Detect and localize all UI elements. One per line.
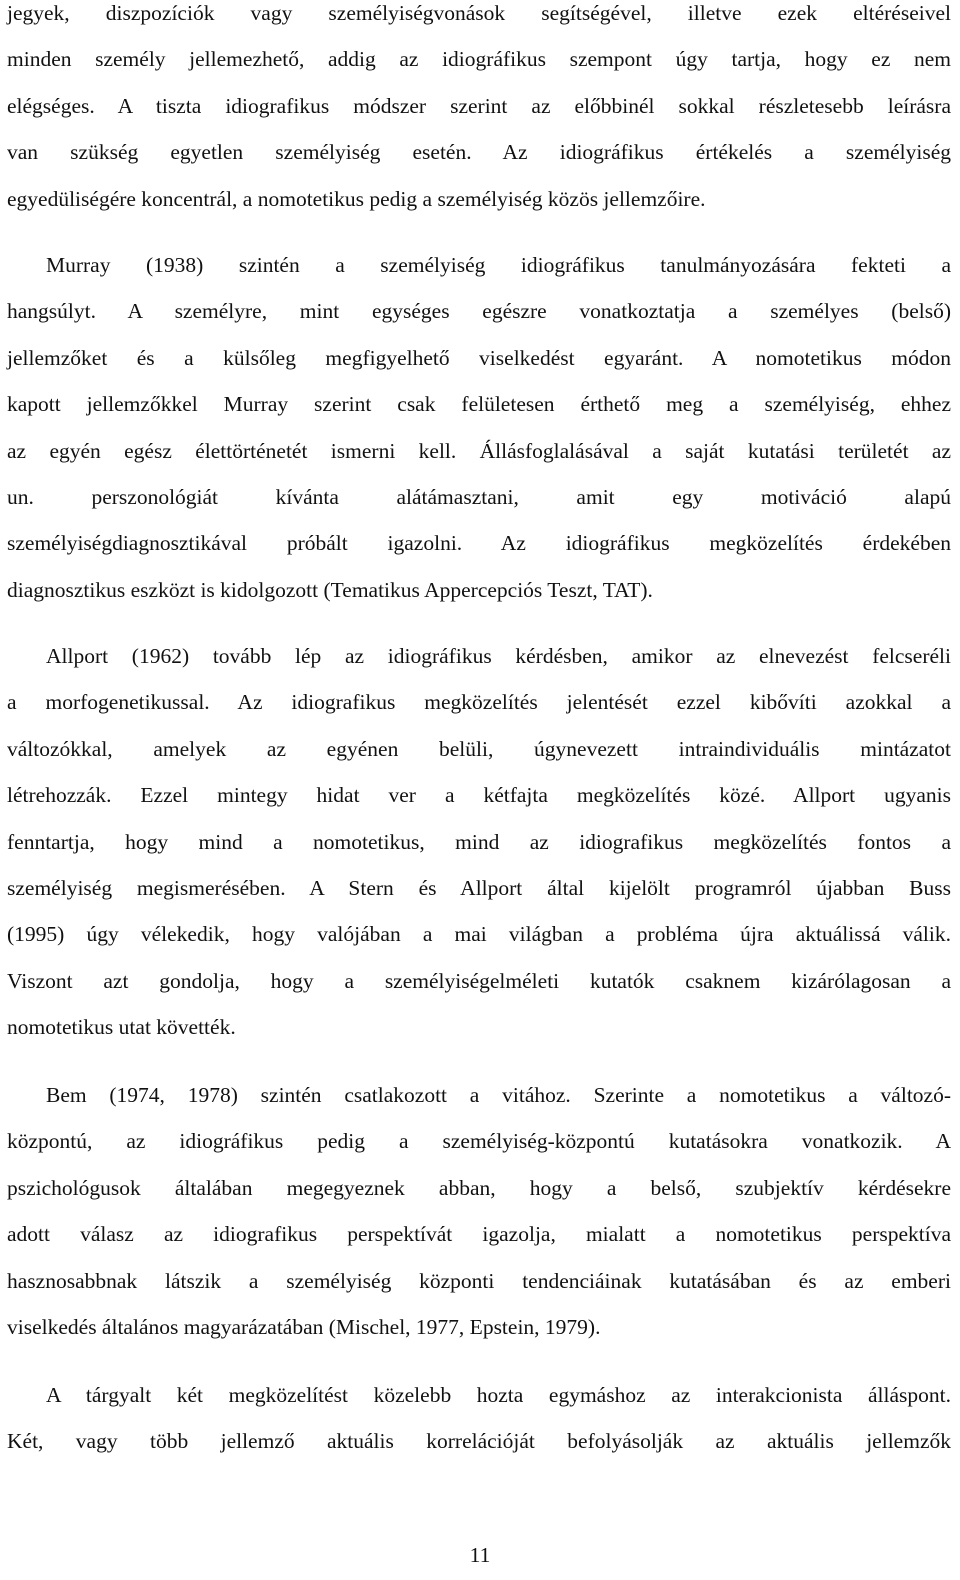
text-line: Allport (1962) tovább lép az idiográfikus kérdésben, amikor az elnevezést felcseréli xyxy=(46,644,951,668)
text-line: viselkedés általános magyarázatában (Mischel, 1977, Epstein, 1979). xyxy=(7,1315,601,1340)
text-line: A tárgyalt két megközelítést közelebb hozta egymáshoz az interakcionista álláspont. xyxy=(46,1383,951,1407)
text-line: központú, az idiográfikus pedig a személyiség-központú kutatásokra vonatkozik. A xyxy=(7,1129,951,1154)
text-line: a morfogenetikussal. Az idiografikus megközelítés jelentését ezzel kibővíti azokkal a xyxy=(7,690,951,715)
paragraph-4 xyxy=(7,1072,951,1350)
text-line: Bem (1974, 1978) szintén csatlakozott a vitához. Szerinte a nomotetikus a változó- xyxy=(46,1083,951,1107)
text-line: hangsúlyt. A személyre, mint egységes egészre vonatkoztatja a személyes (belső) xyxy=(7,299,951,324)
text-line: (1995) úgy vélekedik, hogy valójában a mai világban a probléma újra aktuálissá válik. xyxy=(7,922,951,947)
text-line: kapott jellemzőkkel Murray szerint csak felületesen érthető meg a személyiség, ehhez xyxy=(7,392,951,417)
text-line: létrehozzák. Ezzel mintegy hidat ver a kétfajta megközelítés közé. Allport ugyanis xyxy=(7,783,951,808)
text-line: Murray (1938) szintén a személyiség idiográfikus tanulmányozására fekteti a xyxy=(46,253,951,277)
text-line: van szükség egyetlen személyiség esetén. Az idiográfikus értékelés a személyiség xyxy=(7,140,951,165)
paragraph-3 xyxy=(7,633,951,1051)
text-line: un. perszonológiát kívánta alátámasztani, amit egy motiváció alapú xyxy=(7,485,951,510)
text-line: változókkal, amelyek az egyénen belüli, úgynevezett intraindividuális mintázatot xyxy=(7,736,951,761)
text-line: elégséges. A tiszta idiografikus módszer szerint az előbbinél sokkal részletesebb leírásra xyxy=(7,93,951,118)
text-line: jegyek, diszpozíciók vagy személyiségvonások segítségével, illetve ezek eltéréseivel xyxy=(7,1,951,25)
text-line: fenntartja, hogy mind a nomotetikus, mind az idiografikus megközelítés fontos a xyxy=(7,829,951,854)
paragraph-2 xyxy=(7,242,951,613)
paragraph-1 xyxy=(7,0,951,222)
text-line: Viszont azt gondolja, hogy a személyiségelméleti kutatók csaknem kizárólagosan a xyxy=(7,968,951,993)
text-line: Két, vagy több jellemző aktuális korrelációját befolyásolják az aktuális jellemzők xyxy=(7,1429,951,1454)
text-line: hasznosabbnak látszik a személyiség központi tendenciáinak kutatásában és az emberi xyxy=(7,1268,951,1293)
text-line: személyiség megismerésében. A Stern és Allport által kijelölt programról újabban Buss xyxy=(7,876,951,901)
text-line: adott válasz az idiografikus perspektívát igazolja, mialatt a nomotetikus perspektíva xyxy=(7,1222,951,1247)
text-line: egyedüliségére koncentrál, a nomotetikus pedig a személyiség közös jellemzőire. xyxy=(7,186,706,211)
page-number: 11 xyxy=(469,1543,491,1567)
paragraph-5 xyxy=(7,1372,951,1465)
text-line: jellemzőket és a külsőleg megfigyelhető viselkedést egyaránt. A nomotetikus módon xyxy=(7,345,951,370)
text-line: minden személy jellemezhető, addig az idiográfikus szempont úgy tartja, hogy ez nem xyxy=(7,47,951,72)
text-line: diagnosztikus eszközt is kidolgozott (Tematikus Appercepciós Teszt, TAT). xyxy=(7,577,653,602)
text-line: nomotetikus utat követték. xyxy=(7,1015,236,1040)
text-line: az egyén egész élettörténetét ismerni kell. Állásfoglalásával a saját kutatási területét az xyxy=(7,438,951,463)
text-line: személyiségdiagnosztikával próbált igazolni. Az idiográfikus megközelítés érdekében xyxy=(7,531,951,556)
text-line: pszichológusok általában megegyeznek abban, hogy a belső, szubjektív kérdésekre xyxy=(7,1175,951,1200)
